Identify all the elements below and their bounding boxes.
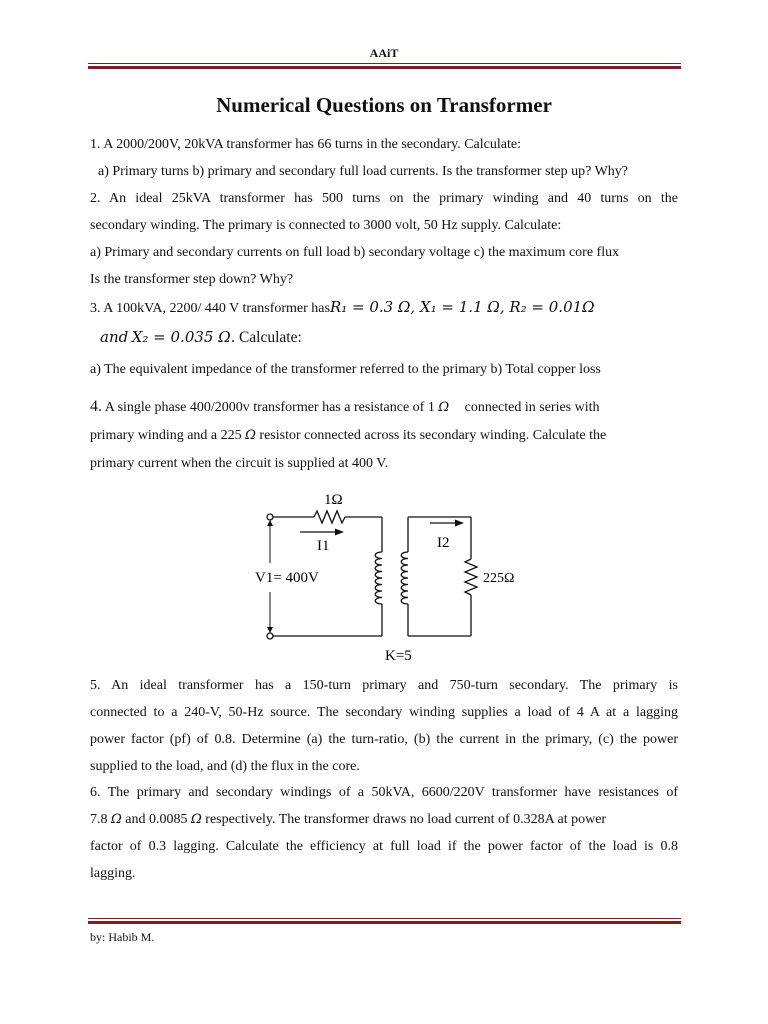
omega-symbol: Ω: [191, 812, 202, 827]
running-header: AAiT: [369, 46, 399, 60]
q2-line-1: 2. An ideal 25kVA transformer has 500 turns on the primary winding and 40 turns on the: [90, 191, 678, 206]
load-resistor-label: 225Ω: [483, 571, 515, 586]
footer-rule: [88, 918, 681, 924]
source-voltage-label: V1= 400V: [255, 570, 319, 586]
q3-line-3: a) The equivalent impedance of the transformer referred to the primary b) Total copper loss: [90, 362, 601, 377]
transformer-circuit-diagram: [250, 484, 530, 664]
q3-x2-equation: X₂ = 0.035 Ω.: [131, 328, 236, 346]
turns-ratio-label: K=5: [385, 648, 412, 664]
q6-text-b: and 0.0085: [125, 812, 188, 827]
q6-line-2: [90, 812, 678, 828]
q5-line-3: power factor (pf) of 0.8. Determine (a) the turn-ratio, (b) the current in the primary, (c) the power: [90, 732, 678, 747]
q6-text-c: respectively. The transformer draws no load current of 0.328A at power: [205, 812, 607, 827]
omega-symbol: Ω: [438, 400, 450, 415]
q5-line-2: connected to a 240-V, 50-Hz source. The secondary winding supplies a load of 4 A at a lagging: [90, 705, 678, 720]
header-rule: [88, 63, 681, 69]
q4-number: 4.: [90, 398, 102, 415]
q3-and: and: [100, 328, 129, 346]
q1-line-1: 1. A 2000/200V, 20kVA transformer has 66 turns in the secondary. Calculate:: [90, 137, 521, 152]
page-title: Numerical Questions on Transformer: [216, 93, 552, 117]
q5-line-1: 5. An ideal transformer has a 150-turn primary and 750-turn secondary. The primary is: [90, 678, 678, 693]
q4-text-b: connected in series with: [464, 400, 600, 415]
omega-symbol: Ω: [111, 812, 122, 827]
current-i1-label: I1: [317, 538, 330, 554]
footer-author: by: Habib M.: [90, 930, 155, 944]
q2-line-4: Is the transformer step down? Why?: [90, 272, 294, 287]
q4-line-3: primary current when the circuit is supplied at 400 V.: [90, 456, 389, 471]
q2-line-2: secondary winding. The primary is connected to 3000 volt, 50 Hz supply. Calculate:: [90, 218, 562, 233]
q1-line-2: a) Primary turns b) primary and secondary full load currents. Is the transformer step up? Why?: [98, 164, 629, 179]
q3-line-1: [90, 298, 678, 317]
q6-line-3: factor of 0.3 lagging. Calculate the efficiency at full load if the power factor of the load is 0.8: [90, 839, 678, 854]
q4-line-1: [90, 398, 678, 416]
q3-calculate: Calculate:: [238, 329, 302, 346]
q3-prefix: 3. A 100kVA, 2200/ 440 V transformer has: [90, 301, 330, 316]
q6-line-1: 6. The primary and secondary windings of a 50kVA, 6600/220V transformer have resistances of: [90, 785, 678, 800]
q4-line-2: [90, 428, 678, 444]
q4-text-d: resistor connected across its secondary winding. Calculate the: [259, 428, 607, 443]
q3-r1-equation: R₁ = 0.3 Ω, X₁ = 1.1 Ω, R₂ = 0.01Ω: [329, 298, 595, 316]
resistor-1-label: 1Ω: [324, 492, 343, 508]
q2-line-3: a) Primary and secondary currents on full load b) secondary voltage c) the maximum core flux: [90, 245, 620, 260]
q6-line-4: lagging.: [90, 866, 136, 881]
omega-symbol: Ω: [245, 428, 256, 443]
q5-line-4: supplied to the load, and (d) the flux in the core.: [90, 759, 360, 774]
q6-text-a: 7.8: [90, 812, 108, 827]
current-i2-label: I2: [437, 535, 450, 551]
q4-text-c: primary winding and a 225: [90, 428, 242, 443]
q3-line-2: [100, 328, 688, 347]
q4-text-a: A single phase 400/2000v transformer has a resistance of 1: [104, 400, 435, 415]
